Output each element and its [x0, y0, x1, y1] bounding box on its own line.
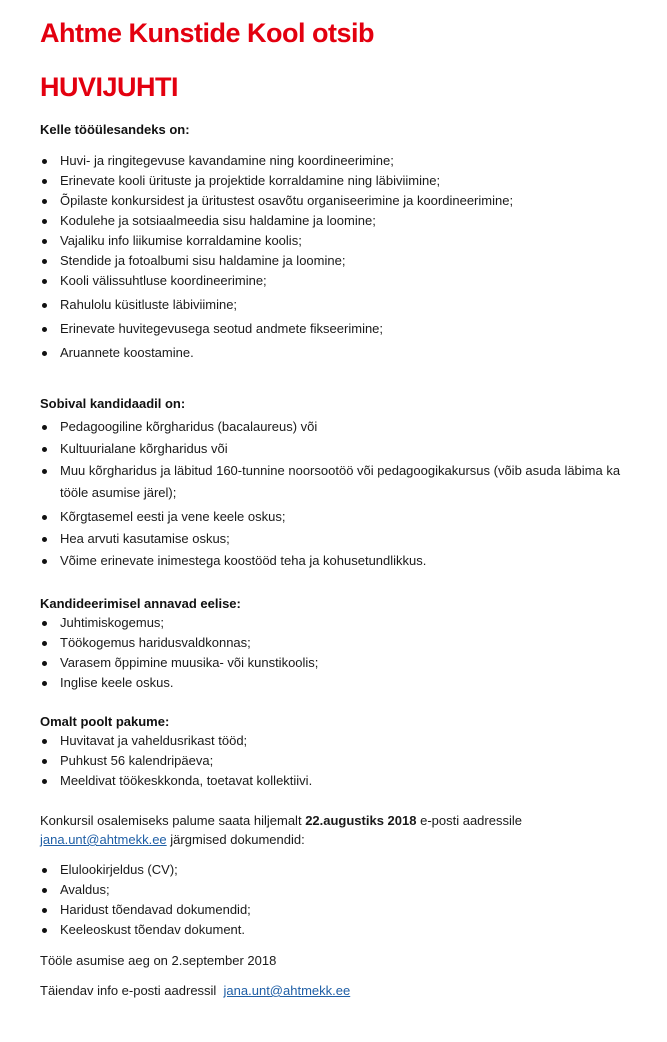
list-item: Õpilaste konkursidest ja üritustest osavõtu organiseerimine ja koordineerimine; — [40, 191, 660, 211]
list-item: Juhtimiskogemus; — [40, 613, 660, 633]
offer-heading: Omalt poolt pakume: — [40, 714, 170, 729]
list-item: Keeleoskust tõendav dokument. — [40, 920, 660, 940]
deadline-date: 22.augustiks 2018 — [305, 813, 417, 828]
advantages-list — [40, 613, 660, 693]
list-item: Inglise keele oskus. — [40, 673, 660, 693]
list-item: Huvitavat ja vaheldusrikast tööd; — [40, 731, 660, 751]
list-item: Erinevate huvitegevusega seotud andmete fikseerimine; — [40, 319, 660, 343]
list-item: Pedagoogiline kõrgharidus (bacalaureus) või — [40, 417, 660, 439]
list-item: Erinevate kooli ürituste ja projektide korraldamine ning läbiviimine; — [40, 171, 660, 191]
list-item: Kodulehe ja sotsiaalmeedia sisu haldamine ja loomine; — [40, 211, 660, 231]
list-item: Varasem õppimine muusika- või kunstikoolis; — [40, 653, 660, 673]
requirements-heading: Sobival kandidaadil on: — [40, 396, 186, 411]
requirements-list — [40, 417, 660, 573]
contact-email-link[interactable]: jana.unt@ahtmekk.ee — [223, 983, 351, 998]
list-item: Puhkust 56 kalendripäeva; — [40, 751, 660, 771]
list-item: Vajaliku info liikumise korraldamine koolis; — [40, 231, 660, 251]
list-item: Kõrgtasemel eesti ja vene keele oskus; — [40, 507, 660, 529]
advantages-heading: Kandideerimisel annavad eelise: — [40, 596, 241, 611]
list-item: Kooli välissuhtluse koordineerimine; — [40, 271, 660, 295]
list-item: Aruannete koostamine. — [40, 343, 660, 363]
list-item: Kultuurialane kõrgharidus või — [40, 439, 660, 461]
application-paragraph: Konkursil osalemiseks palume saata hiljemalt 22.augustiks 2018 e-posti aadressile — [40, 813, 522, 828]
list-item: Rahulolu küsitluste läbiviimine; — [40, 295, 660, 319]
email-link[interactable]: jana.unt@ahtmekk.ee — [40, 832, 167, 847]
application-paragraph-line2: jana.unt@ahtmekk.ee järgmised dokumendid: — [40, 832, 305, 847]
duties-heading: Kelle tööülesandeks on: — [40, 122, 190, 137]
contact-paragraph: Täiendav info e-posti aadressil jana.unt@ahtmekk.ee — [40, 983, 351, 998]
list-item: Meeldivat töökeskkonda, toetavat kollektiivi. — [40, 771, 660, 791]
list-item: Stendide ja fotoalbumi sisu haldamine ja loomine; — [40, 251, 660, 271]
list-item: Võime erinevate inimestega koostööd teha ja kohusetundlikkus. — [40, 551, 660, 573]
list-item: Töökogemus haridusvaldkonnas; — [40, 633, 660, 653]
start-date-text: Tööle asumise aeg on 2.september 2018 — [40, 953, 277, 968]
list-item: Haridust tõendavad dokumendid; — [40, 900, 660, 920]
title-position: HUVIJUHTI — [40, 72, 179, 102]
offer-list — [40, 731, 660, 791]
list-item: Hea arvuti kasutamise oskus; — [40, 529, 660, 551]
list-item: Muu kõrgharidus ja läbitud 160-tunnine noorsootöö või pedagoogikakursus (võib asuda läbima ka — [40, 461, 660, 483]
documents-list — [40, 860, 660, 940]
list-item: Huvi- ja ringitegevuse kavandamine ning koordineerimine; — [40, 151, 660, 171]
title-school: Ahtme Kunstide Kool otsib — [40, 18, 374, 48]
list-item: Avaldus; — [40, 880, 660, 900]
list-item: Elulookirjeldus (CV); — [40, 860, 660, 880]
list-item-continuation: tööle asumise järel); — [60, 485, 177, 500]
duties-list — [40, 151, 660, 363]
